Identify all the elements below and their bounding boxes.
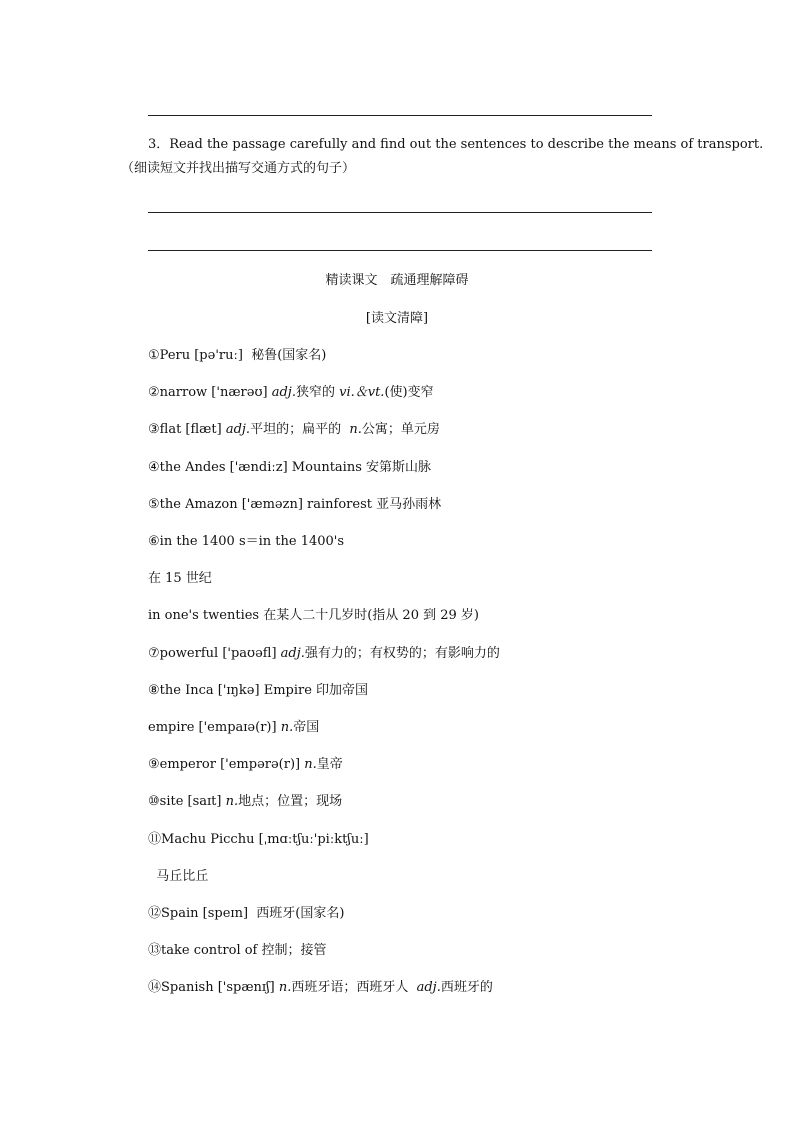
vocab-num: ⑥: [148, 534, 160, 549]
vocab-item: [148, 608, 479, 624]
vocab-mid: 平坦的；扁平的: [250, 422, 350, 437]
task3-instruction-cn: （细读短文并找出描写交通方式的句子）: [121, 161, 356, 176]
vocab-pre: empire ['empaɪə(r)]: [148, 720, 281, 735]
vocab-it1: adj.: [280, 646, 305, 661]
vocab-pre: Peru [pə'ruː] 秘鲁(国家名): [159, 348, 327, 363]
vocab-it2: n.: [349, 422, 362, 437]
vocab-item: [148, 832, 369, 848]
vocab-item: [148, 460, 431, 476]
vocab-item: [148, 757, 343, 773]
vocab-item: [148, 794, 342, 810]
vocab-it1: n.: [280, 720, 294, 735]
vocab-item: [148, 720, 319, 736]
vocab-pre: the Inca ['ɪŋkə] Empire 印加帝国: [159, 683, 369, 698]
vocab-pre: Machu Picchu [ˌmɑːtʃuː'piːktʃuː]: [161, 832, 369, 847]
vocab-pre: site [saɪt]: [159, 794, 226, 809]
vocab-mid: 狭窄的: [295, 385, 340, 400]
vocab-post: (使)变窄: [384, 385, 434, 400]
vocab-num: ⑤: [148, 497, 160, 512]
vocab-item: [148, 869, 208, 885]
vocab-num: ⑦: [148, 646, 160, 661]
vocab-num: ③: [148, 422, 160, 437]
vocab-item: [148, 683, 368, 699]
vocab-item: [148, 980, 493, 996]
vocab-item: [148, 943, 327, 959]
vocab-num: ⑨: [148, 757, 160, 772]
vocab-item: [148, 646, 500, 662]
vocab-num: ⑭: [148, 980, 162, 995]
vocab-item: [148, 422, 440, 438]
vocab-it2: adj.: [416, 980, 441, 995]
vocab-mid: 帝国: [293, 720, 320, 735]
vocab-mid: 西班牙语；西班牙人: [291, 980, 417, 995]
answer-line-2: [148, 250, 652, 251]
vocab-it1: adj.: [225, 422, 251, 437]
vocab-num: ⑪: [148, 832, 162, 847]
vocab-pre: the Andes ['ændiːz] Mountains 安第斯山脉: [159, 460, 431, 475]
vocab-it1: adj.: [271, 385, 296, 400]
vocab-pre: powerful ['paʊəfl]: [159, 646, 281, 661]
vocab-pre: 马丘比丘: [148, 869, 209, 884]
vocab-it2: vi.＆vt.: [339, 385, 385, 400]
vocab-pre: narrow ['nærəʊ]: [159, 385, 272, 400]
vocab-num: ②: [148, 385, 160, 400]
vocab-item: [148, 348, 326, 364]
vocab-num: ⑬: [148, 943, 162, 958]
vocab-pre: Spain [speɪn] 西班牙(国家名): [161, 906, 345, 921]
vocab-pre: emperor ['empərə(r)]: [159, 757, 305, 772]
vocab-num: ⑧: [148, 683, 160, 698]
vocab-pre: flat [flæt]: [159, 422, 226, 437]
vocab-it1: n.: [278, 980, 292, 995]
vocab-pre: in the 1400 s＝in the 1400's: [159, 534, 345, 549]
vocab-pre: in one's twenties 在某人二十几岁时(指从 20 到 29 岁): [148, 608, 479, 623]
vocab-item: [148, 385, 434, 401]
vocab-num: ⑩: [148, 794, 160, 809]
vocab-num: ①: [148, 348, 160, 363]
vocab-pre: Spanish ['spænɪʃ]: [161, 980, 279, 995]
answer-line-1: [148, 212, 652, 213]
vocab-item: [148, 497, 441, 513]
answer-line-top: [148, 115, 652, 116]
section-subtitle: [读文清障]: [365, 311, 429, 326]
task3-instruction: 3．Read the passage carefully and find out the sentences to describe the means of transport.: [148, 137, 764, 152]
vocab-mid: 强有力的；有权势的；有影响力的: [304, 646, 500, 661]
vocab-mid: 地点；位置；现场: [238, 794, 343, 809]
vocab-mid: 皇帝: [316, 757, 343, 772]
vocab-post: 西班牙的: [440, 980, 493, 995]
vocab-pre: take control of 控制；接管: [161, 943, 327, 958]
vocab-it1: n.: [304, 757, 317, 772]
vocab-num: ⑫: [148, 906, 162, 921]
vocab-pre: 在 15 世纪: [148, 571, 212, 586]
vocab-item: [148, 571, 212, 587]
section-title: 精读课文 疏通理解障碍: [325, 273, 469, 288]
vocab-item: [148, 906, 344, 922]
vocab-item: [148, 534, 344, 550]
vocab-post: 公寓；单元房: [361, 422, 440, 437]
vocab-pre: the Amazon ['æməzn] rainforest 亚马孙雨林: [159, 497, 442, 512]
vocab-it1: n.: [225, 794, 239, 809]
vocab-num: ④: [148, 460, 160, 475]
